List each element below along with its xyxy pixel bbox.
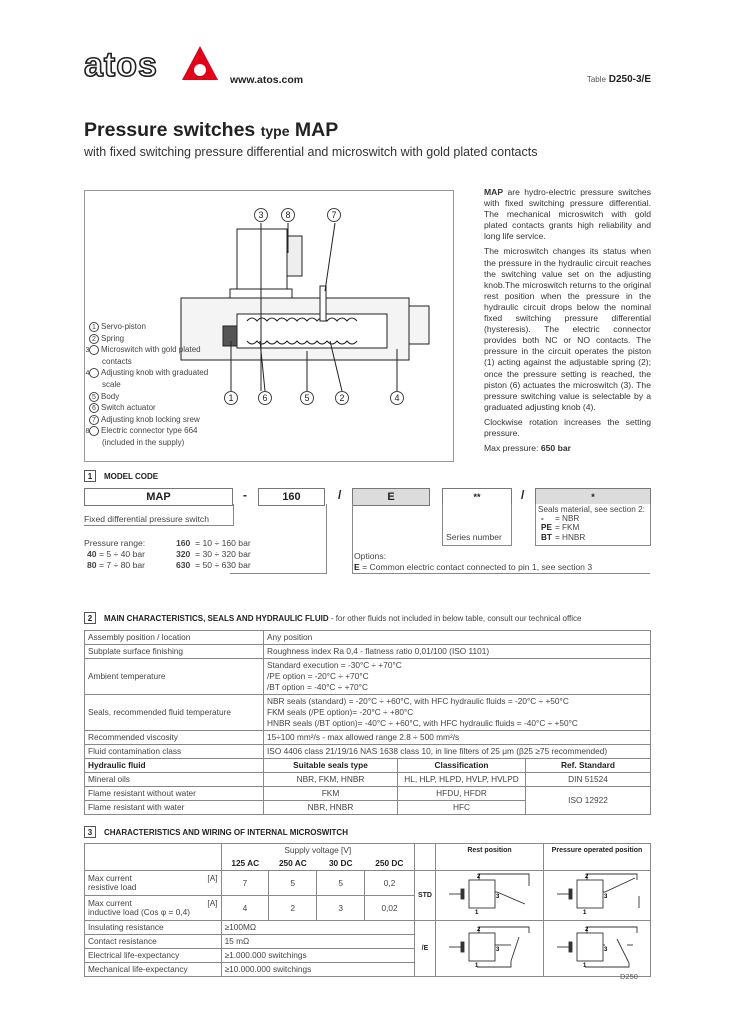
code-sep: /	[338, 488, 342, 502]
std-label: STD	[414, 871, 435, 921]
svg-text:3: 3	[495, 947, 500, 953]
cell: 15 mΩ	[221, 935, 414, 949]
row-label: Fluid contamination class	[85, 745, 264, 759]
atos-logo	[84, 44, 219, 88]
code-sep: /	[521, 488, 525, 502]
legend-item: 2 Spring	[89, 333, 219, 345]
table-label: Table	[586, 75, 606, 84]
table-row	[85, 745, 651, 759]
voltage-header: 125 AC	[221, 857, 269, 871]
description-p3: Clockwise rotation increases the setting pressure.	[484, 416, 651, 438]
row-label: Assembly position / location	[85, 631, 264, 645]
fluid-header-row	[85, 759, 651, 773]
table-row	[85, 787, 651, 801]
cell: 5	[317, 871, 365, 896]
row-label: Insulating resistance	[85, 921, 222, 935]
legend-item: 6 Switch actuator	[89, 402, 219, 414]
rest-position-header: Rest position	[435, 844, 543, 871]
callout-4: 4	[390, 391, 404, 405]
legend-item: 4 Adjusting knob with graduated scale	[85, 368, 209, 389]
pressure-range: Pressure range: 40 = 5 ÷ 40 bar 80 = 7 ÷ 80 bar	[84, 538, 146, 570]
row-label: Electrical life-expectancy	[85, 949, 222, 963]
logo-triangle-icon	[180, 44, 220, 84]
wiring-diagram-icon	[439, 872, 539, 916]
legend-item: 5 Body	[89, 391, 219, 403]
current-row-label: Max current [A] inductive load (Cos φ = 0,4)	[85, 896, 222, 921]
cell: FKM	[264, 787, 398, 801]
svg-text:3: 3	[604, 894, 608, 900]
callout-3: 3	[254, 208, 268, 222]
cell: DIN 51524	[526, 773, 651, 787]
microswitch-table	[84, 843, 651, 977]
svg-text:3: 3	[495, 894, 500, 900]
supply-voltage-label: Supply voltage [V]	[221, 844, 414, 858]
cross-section-figure	[84, 190, 454, 462]
svg-text:1: 1	[583, 963, 587, 969]
cell: ≥100MΩ	[221, 921, 414, 935]
cell: 0,02	[365, 896, 415, 921]
svg-text:2: 2	[585, 874, 589, 880]
wiring-std-rest	[435, 871, 543, 921]
description-p1: MAP are hydro-electric pressure switches with fixed switching pressure differential. The mechanical microswitch with gold plated contacts grants high reliability and long life service.	[484, 187, 651, 242]
row-value: 15÷100 mm²/s - max allowed range 2.8 ÷ 500 mm²/s	[264, 731, 651, 745]
cell: 3	[317, 896, 365, 921]
logo-text: atos	[84, 46, 158, 84]
callout-5: 5	[300, 391, 314, 405]
cell: HL, HLP, HLPD, HVLP, HVLPD	[398, 773, 526, 787]
parts-legend	[85, 321, 219, 449]
svg-text:1: 1	[474, 963, 479, 969]
table-ref	[580, 74, 651, 85]
row-label: Seals, recommended fluid temperature	[85, 695, 264, 731]
code-series: **	[442, 488, 512, 506]
cell: NBR, FKM, HNBR	[264, 773, 398, 787]
options-label: Options:	[354, 551, 387, 561]
table-row	[85, 773, 651, 787]
row-label: Contact resistance	[85, 935, 222, 949]
operated-position-header: Pressure operated position	[544, 844, 651, 871]
row-value: Standard execution = -30°C ÷ +70°C /PE option = -20°C ÷ +70°C /BT option = -40°C ÷ +70°C	[264, 659, 651, 695]
map-description: Fixed differential pressure switch	[84, 504, 234, 526]
cell: HFDU, HFDR	[398, 787, 526, 801]
pressure-range-right: 160 = 10 ÷ 160 bar 320 = 30 ÷ 320 bar 630 = 50 ÷ 630 bar	[176, 538, 251, 570]
description	[484, 187, 651, 458]
cell: 4	[221, 896, 269, 921]
column-header: Hydraulic fluid	[85, 759, 264, 773]
current-row-label: Max current [A] resistive load	[85, 871, 222, 896]
website-link[interactable]: www.atos.com	[230, 74, 304, 86]
cell: NBR, HNBR	[264, 801, 398, 815]
cell: ≥1.000.000 switchings	[221, 949, 414, 963]
svg-text:1: 1	[583, 910, 587, 916]
series-number: Series number	[442, 504, 512, 546]
svg-text:3: 3	[604, 947, 608, 953]
legend-item: 8 Electric connector type 664 (included in the supply)	[85, 426, 198, 447]
voltage-header: 250 AC	[278, 858, 307, 868]
description-p2: The microswitch changes its status when the pressure in the hydraulic circuit reaches the switching value set on the adjusting knob.The microswitch returns to the original rest position when the pressure in the hydraulic circuit drops below the nominal fixed switching pressure differential (hysteresis). The electric connector provides both NC or NO contacts. The pressure in the circuit operates the piston (1) acting against the adjustable spring (2); once the pressure setting is reached, the piston (6) actuates the microswitch (3). The pressure switching value is selectable by a graduated adjusting knob (4).	[484, 246, 651, 412]
svg-text:2: 2	[476, 927, 481, 933]
cell: ≥10.000.000 switchings	[221, 963, 414, 977]
row-value: NBR seals (standard) = -20°C ÷ +60°C, with HFC hydraulic fluids = -20°C ÷ +50°C FKM seals (/PE option)= -20°C ÷ +80°C HNBR seals (/BT option)= -40°C ÷ +60°C, with HFC hydraulic fluids = -40°C ÷ +50°C	[264, 695, 651, 731]
cell: 2	[269, 896, 317, 921]
cell: Mineral oils	[85, 773, 264, 787]
table-row	[85, 731, 651, 745]
cell: Flame resistant with water	[85, 801, 264, 815]
code-sep: -	[243, 488, 247, 502]
table-row	[85, 645, 651, 659]
description-p4: Max pressure: 650 bar	[484, 443, 571, 454]
svg-text:1: 1	[474, 910, 479, 916]
code-seals: *	[535, 488, 651, 506]
table-code: D250-3/E	[608, 74, 651, 85]
cell: 5	[269, 871, 317, 896]
row-value: ISO 4406 class 21/19/16 NAS 1638 class 10, in line filters of 25 μm (β25 ≥75 recommended)	[264, 745, 651, 759]
row-value: Any position	[264, 631, 651, 645]
section-3-header: 3 CHARACTERISTICS AND WIRING OF INTERNAL MICROSWITCH	[84, 826, 348, 838]
cell: 7	[221, 871, 269, 896]
svg-text:2: 2	[476, 874, 481, 880]
code-pressure: 160	[258, 488, 325, 506]
row-label: Mechanical life-expectancy	[85, 963, 222, 977]
callout-7: 7	[327, 208, 341, 222]
table-row	[85, 695, 651, 731]
legend-item: 1 Servo-piston	[89, 321, 219, 333]
callout-2: 2	[335, 391, 349, 405]
characteristics-table	[84, 630, 651, 815]
page-subtitle: with fixed switching pressure differential and microswitch with gold plated contacts	[84, 145, 538, 159]
code-option: E	[352, 488, 430, 506]
legend-item: 7 Adjusting knob locking srew	[89, 414, 219, 426]
wiring-e-operated	[544, 921, 651, 977]
svg-text:2: 2	[585, 927, 589, 933]
voltage-header: 250 DC	[365, 857, 415, 871]
section-2-header: 2 MAIN CHARACTERISTICS, SEALS AND HYDRAULIC FLUID - for other fluids not included in below table, consult our technical office	[84, 612, 581, 624]
callout-8: 8	[281, 208, 295, 222]
section-1-header: 1 MODEL CODE	[84, 470, 158, 482]
wiring-diagram-icon	[547, 925, 647, 969]
seals-material: Seals material, see section 2: - = NBR PE = FKM BT = HNBR	[535, 504, 651, 546]
wiring-e-rest	[435, 921, 543, 977]
legend-item: 3 Microswitch with gold plated contacts	[85, 345, 201, 366]
row-label: Subplate surface finishing	[85, 645, 264, 659]
callout-6: 6	[258, 391, 272, 405]
wiring-diagram-icon	[439, 925, 539, 969]
footer-code: D250	[620, 972, 638, 981]
row-label: Recommended viscosity	[85, 731, 264, 745]
row-label: Ambient temperature	[85, 659, 264, 695]
callout-1: 1	[224, 391, 238, 405]
page-title: Pressure switches type MAP	[84, 119, 339, 141]
cell: ISO 12922	[526, 787, 651, 815]
table-row	[85, 659, 651, 695]
table-row	[85, 631, 651, 645]
row-value: Roughness index Ra 0,4 - flatness ratio 0,01/100 (ISO 1101)	[264, 645, 651, 659]
wiring-diagram-icon	[547, 872, 647, 916]
column-header: Ref. Standard	[526, 759, 651, 773]
cell: 0,2	[365, 871, 415, 896]
e-label: /E	[414, 921, 435, 977]
voltage-header: 30 DC	[328, 858, 353, 868]
column-header: Suitable seals type	[264, 759, 398, 773]
column-header: Classification	[398, 759, 526, 773]
cell: Flame resistant without water	[85, 787, 264, 801]
wiring-std-operated	[544, 871, 651, 921]
code-map: MAP	[84, 488, 233, 506]
cell: HFC	[398, 801, 526, 815]
option-e: E = Common electric contact connected to pin 1, see section 3	[354, 562, 593, 572]
